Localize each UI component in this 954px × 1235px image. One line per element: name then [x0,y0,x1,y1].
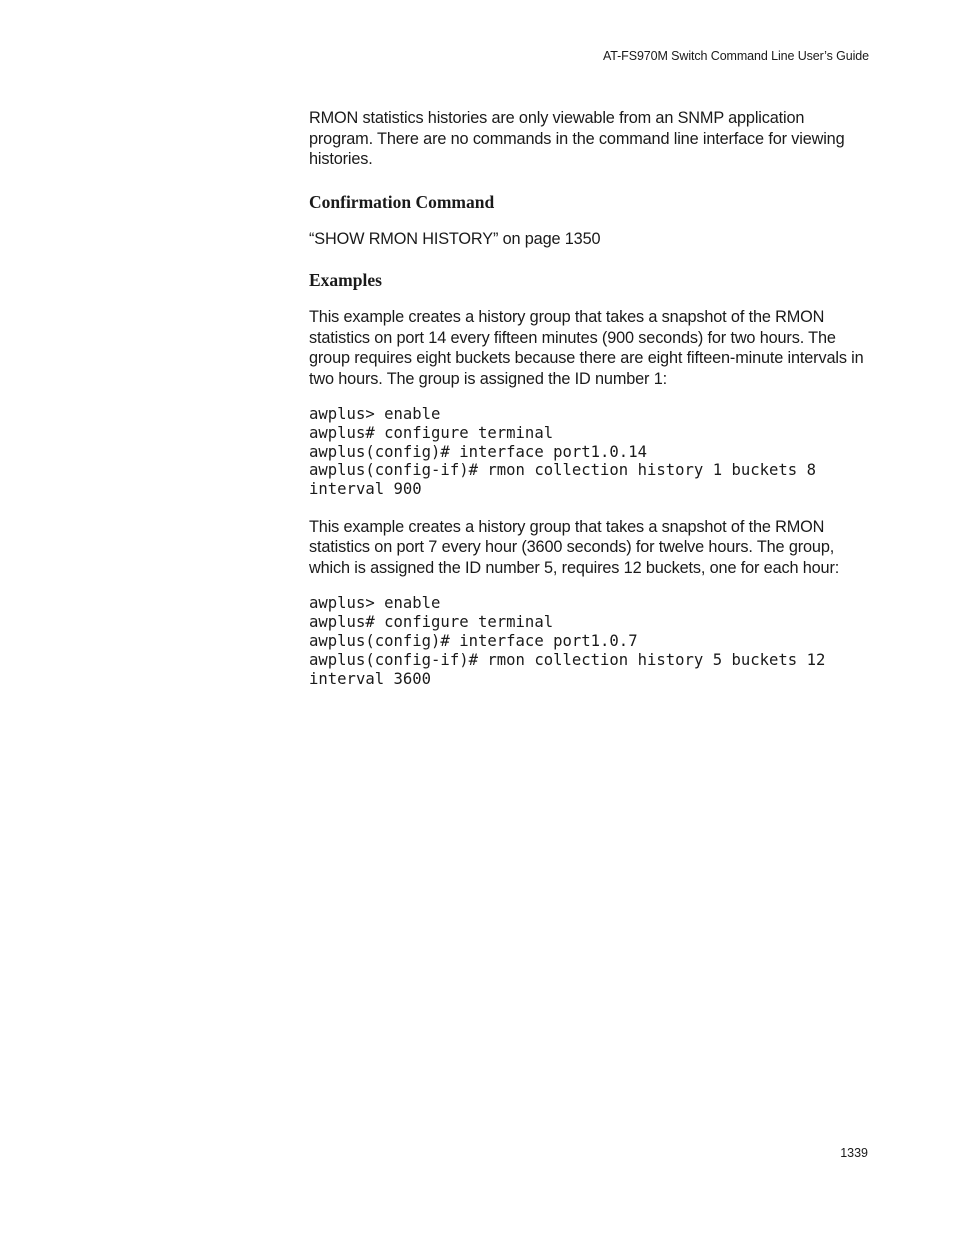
page-number: 1339 [840,1146,868,1160]
code-line: awplus# configure terminal [309,613,554,632]
code-line: awplus# configure terminal [309,423,554,442]
page-content [309,108,875,688]
example2-code-block [309,594,875,688]
code-line: awplus> enable [309,405,441,423]
code-line: interval 900 [309,480,422,499]
code-line: awplus(config)# interface port1.0.7 [309,632,638,651]
example1-paragraph: This example creates a history group that takes a snapshot of the RMON statistics on port 14 every fifteen minutes (900 seconds) for two hours. The group requires eight buckets because there are eight fifteen-minute intervals in two hours. The group is assigned the ID number 1: [309,308,864,388]
example2-paragraph: This example creates a history group that takes a snapshot of the RMON statistics on port 7 every hour (3600 seconds) for twelve hours. The group, which is assigned the ID number 5, requires 12 buckets, one for each hour: [309,517,840,577]
code-line: awplus> enable [309,594,441,613]
running-header: AT-FS970M Switch Command Line User’s Guide [602,49,869,63]
code-line: awplus(config-if)# rmon collection history 5 buckets 12 [309,650,826,669]
code-line: awplus(config)# interface port1.0.14 [309,442,647,461]
confirmation-heading: Confirmation Command [309,191,495,212]
intro-paragraph: RMON statistics histories are only viewable from an SNMP application program. There are no commands in the command line interface for viewing histories. [309,109,845,168]
confirmation-reference: “SHOW RMON HISTORY” on page 1350 [309,229,601,248]
code-line: interval 3600 [309,669,432,688]
code-line: awplus(config-if)# rmon collection history 1 buckets 8 [309,461,816,480]
examples-heading: Examples [309,270,382,290]
example1-code-block [309,405,875,499]
